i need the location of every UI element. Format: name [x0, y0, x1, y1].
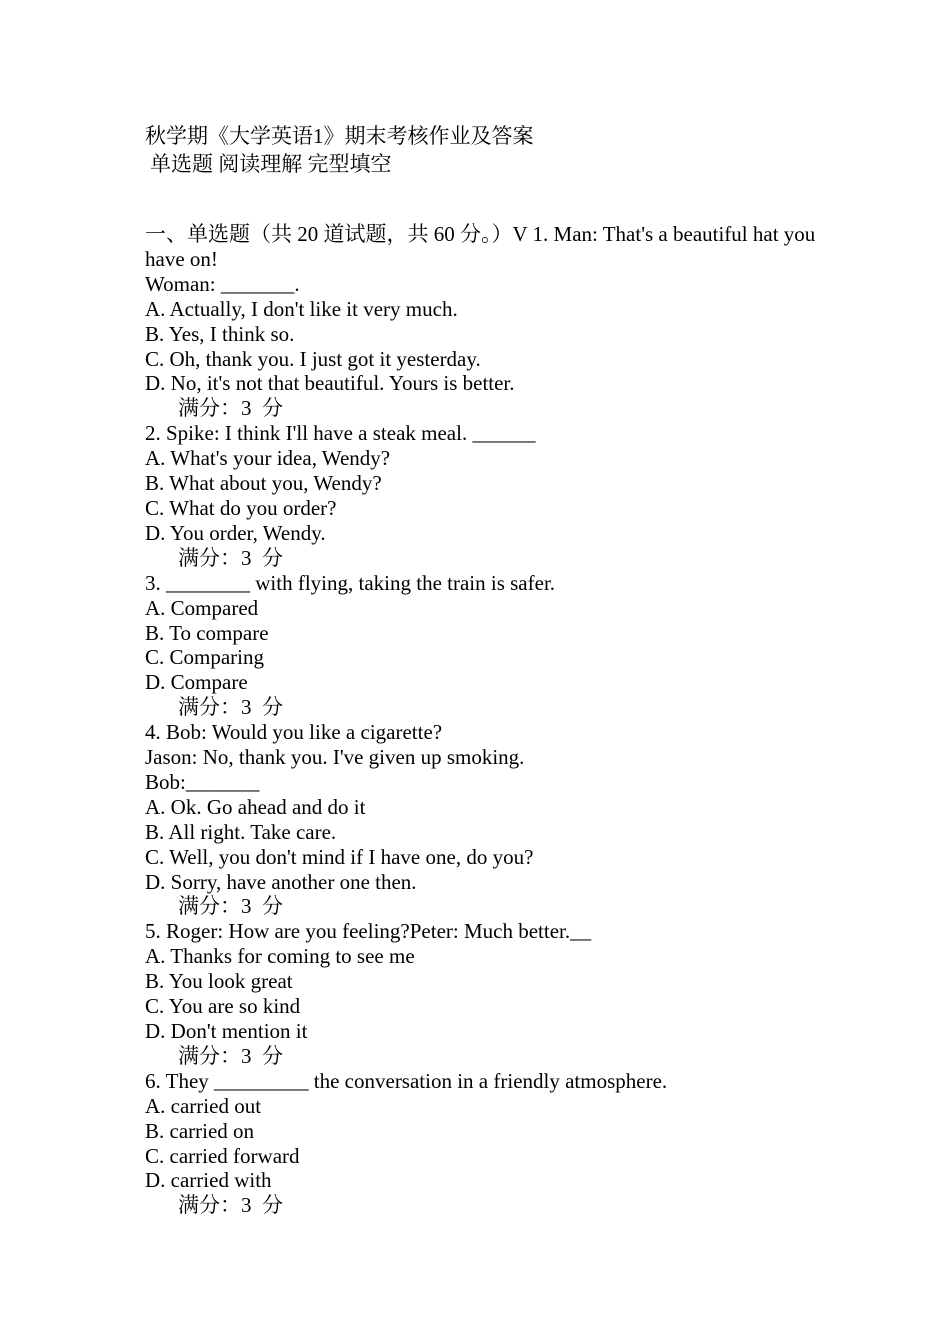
question-stem: 5. Roger: How are you feeling?Peter: Much better.__ — [145, 919, 592, 944]
score-label: 满分：3 分 — [178, 695, 283, 720]
option-a: A. Actually, I don't like it very much. — [145, 296, 458, 321]
option-b: B. All right. Take care. — [145, 819, 337, 844]
option-c: C. You are so kind — [145, 994, 301, 1019]
option-d: D. You order, Wendy. — [145, 520, 326, 545]
score-label: 满分：3 分 — [178, 396, 283, 421]
option-b: B. You look great — [145, 969, 293, 994]
question-1 — [145, 272, 825, 421]
question-stem: 4. Bob: Would you like a cigarette? — [145, 720, 443, 745]
option-a: A. Compared — [145, 595, 259, 620]
option-d: D. Don't mention it — [145, 1019, 308, 1043]
option-c: C. Comparing — [145, 645, 264, 670]
question-stem: 2. Spike: I think I'll have a steak meal. ______ — [145, 421, 536, 446]
section-intro: 一、单选题（共 20 道试题，共 60 分。）V 1. Man: That's a beautiful hat you have on! — [145, 222, 816, 271]
option-a: A. What's your idea, Wendy? — [145, 446, 391, 471]
option-c: C. carried forward — [145, 1143, 300, 1168]
question-line: Woman: _______. — [145, 271, 300, 296]
option-a: A. Thanks for coming to see me — [145, 944, 415, 969]
question-stem: 3. ________ with flying, taking the train is safer. — [145, 570, 556, 595]
option-d: D. Sorry, have another one then. — [145, 869, 417, 894]
option-c: C. Oh, thank you. I just got it yesterday. — [145, 346, 481, 371]
option-a: A. carried out — [145, 1093, 262, 1118]
option-d: D. No, it's not that beautiful. Yours is better. — [145, 371, 515, 396]
question-4 — [145, 720, 825, 919]
option-a: A. Ok. Go ahead and do it — [145, 794, 366, 819]
score-label: 满分：3 分 — [178, 545, 283, 570]
option-b: B. What about you, Wendy? — [145, 471, 382, 496]
question-list — [145, 222, 825, 1218]
document-title: 秋学期《大学英语1》期末考核作业及答案 — [145, 124, 534, 148]
option-d: D. carried with — [145, 1168, 272, 1193]
document-subtitle: 单选题 阅读理解 完型填空 — [150, 152, 392, 176]
score-label: 满分：3 分 — [178, 1193, 283, 1218]
question-line: Bob:_______ — [145, 769, 260, 794]
document-header — [145, 122, 825, 178]
question-stem: 6. They _________ the conversation in a friendly atmosphere. — [145, 1068, 668, 1093]
question-2 — [145, 421, 825, 570]
question-line: Jason: No, thank you. I've given up smoking. — [145, 745, 525, 770]
question-5 — [145, 919, 825, 1068]
question-3 — [145, 571, 825, 720]
score-label: 满分：3 分 — [178, 894, 283, 919]
option-c: C. Well, you don't mind if I have one, do you? — [145, 844, 534, 869]
option-b: B. To compare — [145, 620, 269, 645]
score-label: 满分：3 分 — [178, 1043, 283, 1068]
option-b: B. Yes, I think so. — [145, 321, 295, 346]
option-b: B. carried on — [145, 1118, 255, 1143]
question-6 — [145, 1069, 825, 1218]
option-d: D. Compare — [145, 670, 248, 695]
option-c: C. What do you order? — [145, 495, 337, 520]
